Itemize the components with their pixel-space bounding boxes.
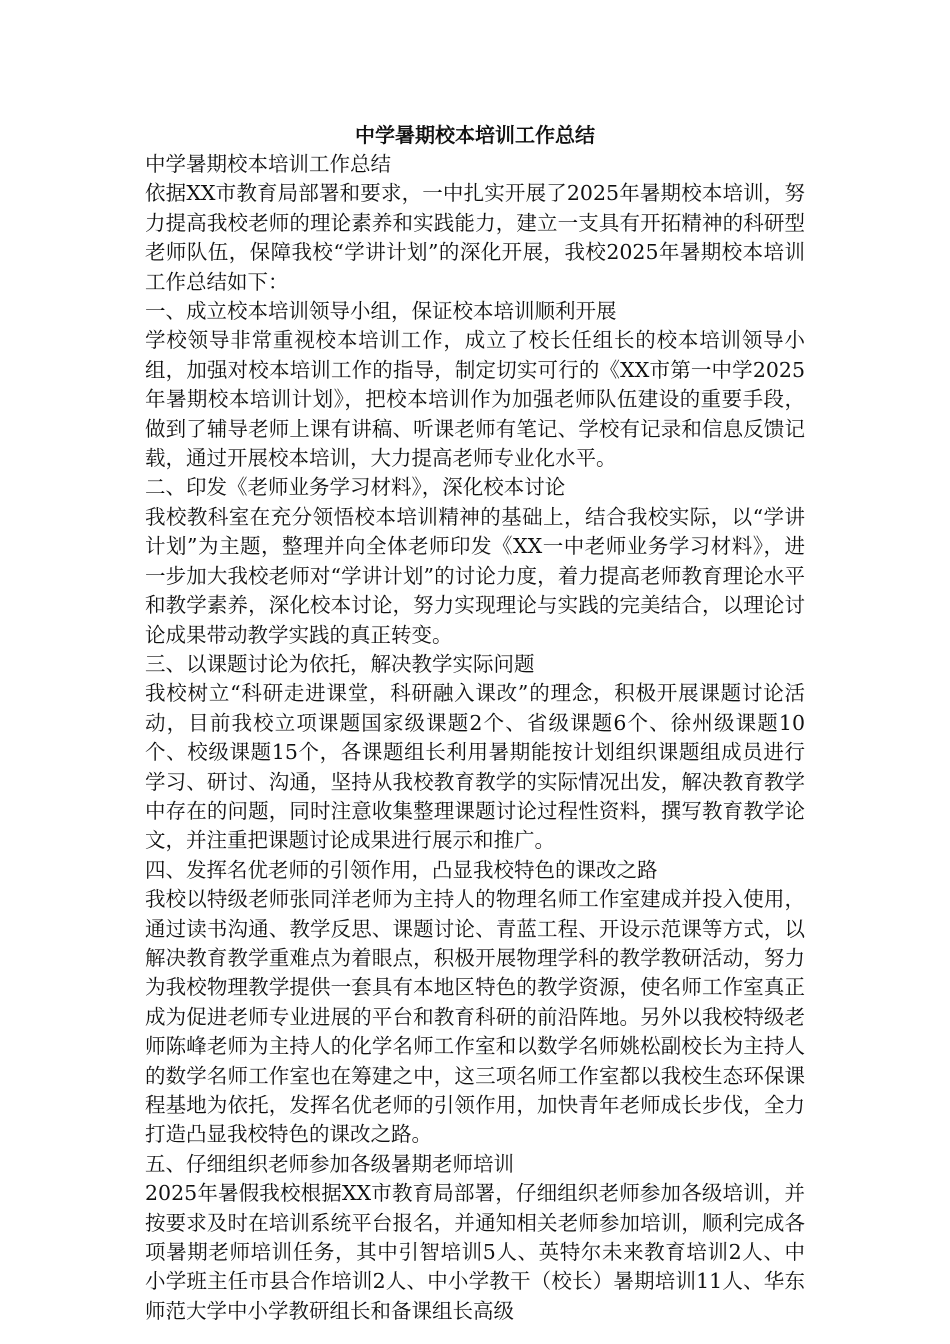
doc-subtitle: 中学暑期校本培训工作总结	[145, 152, 391, 176]
section-heading-5: 五、仔细组织老师参加各级暑期老师培训	[145, 1151, 514, 1176]
section-paragraph-5: 2025年暑假我校根据XX市教育局部署，仔细组织老师参加各级培训，并按要求及时在培训系统平台报名，并通知相关老师参加培训，顺利完成各项暑期老师培训任务，其中引智培训5人、英特尔未来教育培训2人、中小学班主任市县合作培训2人、中小学教干（校长）暑期培训11人、华东师范大学中小学教研组长和备课组长高级	[145, 1181, 805, 1323]
intro-paragraph: 依据XX市教育局部署和要求，一中扎实开展了2025年暑期校本培训，努力提高我校老师的理论素养和实践能力，建立一支具有开拓精神的科研型老师队伍，保障我校“学讲计划”的深化开展，我校2025年暑期校本培训工作总结如下：	[145, 181, 805, 294]
document-page	[145, 120, 805, 1326]
section-heading-4: 四、发挥名优老师的引领作用，凸显我校特色的课改之路	[145, 857, 658, 882]
section-paragraph-3: 我校树立“科研走进课堂，科研融入课改”的理念，积极开展课题讨论活动，目前我校立项课题国家级课题2个、省级课题6个、徐州级课题10个、校级课题15个，各课题组长利用暑期能按计划组织课题组成员进行学习、研讨、沟通，坚持从我校教育教学的实际情况出发，解决教育教学中存在的问题，同时注意收集整理课题讨论过程性资料，撰写教育教学论文，并注重把课题讨论成果进行展示和推广。	[145, 681, 805, 853]
section-heading-2: 二、印发《老师业务学习材料》，深化校本讨论	[145, 475, 566, 500]
section-paragraph-4: 我校以特级老师张同洋老师为主持人的物理名师工作室建成并投入使用，通过读书沟通、教学反思、课题讨论、青蓝工程、开设示范课等方式，以解决教育教学重难点为着眼点，积极开展物理学科的教学教研活动，努力为我校物理教学提供一套具有本地区特色的教学资源，使名师工作室真正成为促进老师专业进展的平台和教育科研的前沿阵地。另外以我校特级老师陈峰老师为主持人的化学名师工作室和以数学名师姚松副校长为主持人的数学名师工作室也在筹建之中，这三项名师工作室都以我校生态环保课程基地为依托，发挥名优老师的引领作用，加快青年老师成长步伐，全力打造凸显我校特色的课改之路。	[145, 887, 805, 1147]
section-heading-1: 一、成立校本培训领导小组，保证校本培训顺利开展	[145, 299, 617, 324]
document-body	[145, 150, 805, 1326]
section-paragraph-2: 我校教科室在充分领悟校本培训精神的基础上，结合我校实际，以“学讲计划”为主题，整理并向全体老师印发《XX一中老师业务学习材料》，进一步加大我校老师对“学讲计划”的讨论力度，着力提高老师教育理论水平和教学素养，深化校本讨论，努力实现理论与实践的完美结合，以理论讨论成果带动教学实践的真正转变。	[145, 504, 805, 647]
section-paragraph-1: 学校领导非常重视校本培训工作，成立了校长任组长的校本培训领导小组，加强对校本培训工作的指导，制定切实可行的《XX市第一中学2025年暑期校本培训计划》，把校本培训作为加强老师队伍建设的重要手段，做到了辅导老师上课有讲稿、听课老师有笔记、学校有记录和信息反馈记载，通过开展校本培训，大力提高老师专业化水平。	[145, 328, 805, 471]
document-title: 中学暑期校本培训工作总结	[355, 123, 595, 147]
section-heading-3: 三、以课题讨论为依托，解决教学实际问题	[145, 651, 535, 676]
